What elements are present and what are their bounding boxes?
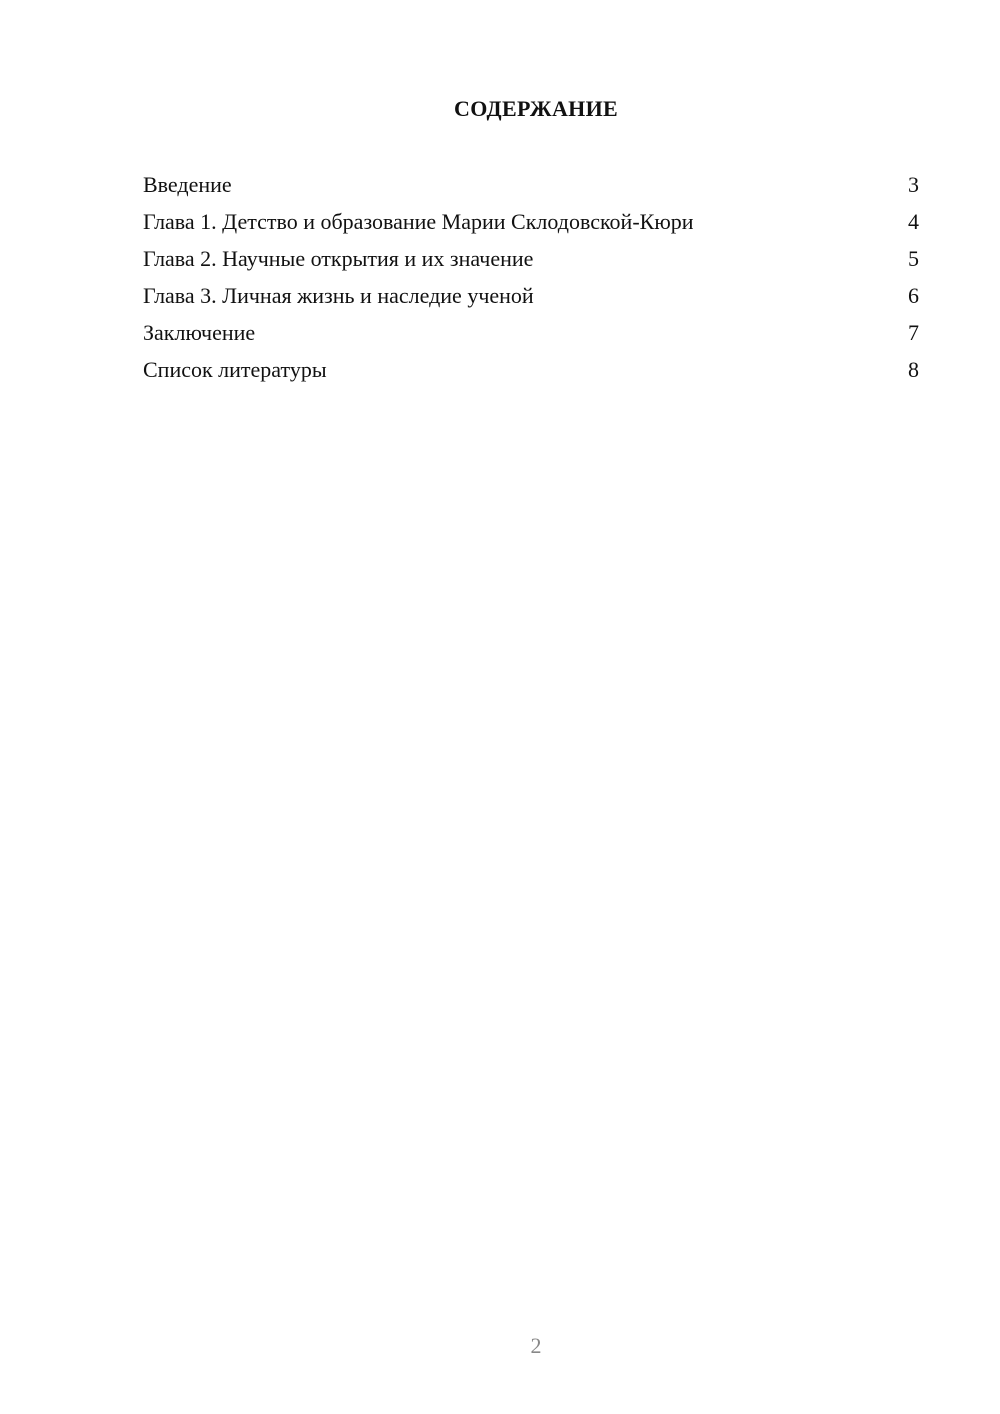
toc-entry-chapter-3 bbox=[143, 277, 919, 314]
toc-entry-label: Список литературы bbox=[143, 357, 327, 382]
toc-entry-label: Глава 2. Научные открытия и их значение bbox=[143, 246, 534, 271]
toc-entry-introduction bbox=[143, 166, 919, 203]
toc-entry-chapter-2 bbox=[143, 240, 919, 277]
toc-entry-page: 4 bbox=[908, 209, 919, 234]
page-number: 2 bbox=[530, 1333, 542, 1358]
toc-entry-page: 7 bbox=[908, 320, 919, 345]
page-title: СОДЕРЖАНИЕ bbox=[454, 96, 618, 121]
toc-entry-page: 6 bbox=[908, 283, 919, 308]
toc-entry-label: Введение bbox=[143, 172, 232, 197]
toc-entry-label: Заключение bbox=[143, 320, 256, 345]
toc-entry-page: 8 bbox=[908, 357, 919, 382]
toc-entry-page: 5 bbox=[908, 246, 919, 271]
toc-entry-label: Глава 3. Личная жизнь и наследие ученой bbox=[143, 283, 534, 308]
table-of-contents bbox=[143, 166, 919, 388]
toc-entry-label: Глава 1. Детство и образование Марии Склодовской-Кюри bbox=[143, 209, 694, 234]
toc-entry-page: 3 bbox=[908, 172, 919, 197]
toc-entry-conclusion bbox=[143, 314, 919, 351]
toc-entry-chapter-1 bbox=[143, 203, 919, 240]
toc-entry-bibliography bbox=[143, 351, 919, 388]
